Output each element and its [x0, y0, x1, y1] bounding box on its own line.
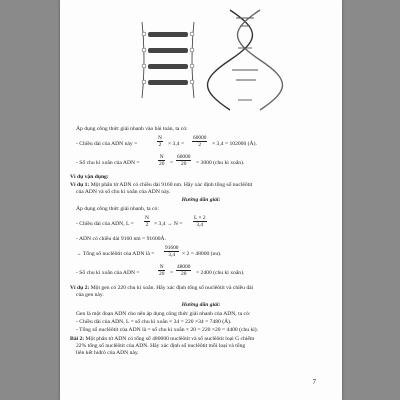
exercise-2-line-2: 22% tổng số nuclêôtit của ADN. Hãy xác định số nuclêôtit mỗi loại và tổng — [76, 343, 246, 349]
exercise-2-text: Một phân tử ADN có tổng số 480000 nuclêôtit và số nuclêôtit loại G chiếm — [85, 336, 255, 342]
length-formula-prefix: - Chiều dài của ADN này = — [76, 141, 138, 147]
fraction-numerator: N — [158, 135, 162, 141]
example-1-solution-line-3: - ADN có chiều dài 9160 nm = 91600Å. — [76, 236, 166, 242]
solution-heading-1: Hướng dẫn giải: — [181, 197, 221, 203]
double-helix-diagram — [208, 10, 283, 110]
cycles-formula-prefix: - Số chu kì xoắn của ADN = — [76, 160, 140, 166]
dna-ladder-diagram — [142, 22, 194, 98]
example-1-solution-line-1: Áp dụng công thức giải nhanh, ta có: — [76, 206, 159, 212]
example-1-length-mid: × 3,4 → N = — [154, 221, 183, 227]
apply-formula-line: Áp dụng công thức giải nhanh vào bài toán, ta có: — [76, 126, 188, 132]
cycles-result: = 3000 (chu kì xoắn). — [196, 160, 245, 166]
fraction-n-over-20-b — [158, 264, 165, 277]
fraction-n-over-2-b — [144, 215, 150, 228]
fraction-n-over-2 — [157, 135, 163, 148]
fraction-60000-over-2 — [192, 135, 207, 148]
example-1-total-result: × 2 = 48000 (nu). — [182, 251, 222, 257]
example-2-label: Ví dụ 2: — [70, 285, 90, 291]
fraction-numerator: 91600 — [165, 245, 179, 251]
fraction-lx2-over-34 — [193, 215, 207, 228]
exercise-2-line-1 — [70, 336, 254, 343]
example-2-line-1 — [70, 285, 253, 292]
example-1-line-1 — [70, 182, 252, 189]
fraction-numerator: 48000 — [177, 264, 191, 270]
book-page — [60, 0, 342, 400]
examples-heading: Ví dụ vận dụng: — [70, 174, 109, 180]
exercise-2-label: Bài 2: — [70, 336, 85, 342]
fraction-denominator: 20 — [159, 161, 165, 167]
length-result: × 3,4 = 102000 (Å). — [212, 141, 257, 147]
fraction-denominator: 3,4 — [196, 222, 204, 228]
fraction-numerator: N — [145, 215, 149, 221]
page-number: 7 — [312, 378, 316, 386]
example-1-length-prefix: - Chiều dài của ADN, L = — [76, 221, 134, 227]
exercise-2-line-3: liên kết hiđrô của ADN này. — [76, 350, 139, 356]
solution-heading-2: Hướng dẫn giải: — [181, 302, 221, 308]
fraction-denominator: 20 — [181, 161, 187, 167]
fraction-91600-over-34 — [164, 245, 179, 258]
example-1-cycles-result: = 2400 (chu kì xoắn). — [196, 270, 245, 276]
example-1-total-prefix: → Tổng số nuclêôtit của ADN là = — [76, 251, 155, 257]
example-2-solution-line-2: - Chiều dài của ADN, L = số chu kì xoắn × 34 = 220 ×34 = 7480 (Å). — [76, 319, 232, 325]
equals-sign: = — [170, 160, 174, 166]
fraction-denominator: 20 — [159, 271, 165, 277]
example-2-line-2: của gen này. — [76, 292, 104, 298]
example-1-line-2: của ADN và số chu kì xoắn của ADN này. — [76, 189, 171, 195]
example-1-cycles-prefix: - Số chu kì xoắn của ADN = — [76, 270, 140, 276]
fraction-numerator: N — [159, 154, 164, 160]
equals-sign-2: = — [170, 270, 174, 276]
fraction-numerator: 60000 — [177, 154, 191, 160]
example-1-text: Một phân tử ADN có chiều dài 9160 nm. Hãy xác định tổng số nuclêôtit — [90, 182, 253, 188]
fraction-denominator: 3,4 — [168, 252, 176, 258]
fraction-48000-over-20 — [176, 264, 191, 277]
fraction-denominator: 2 — [145, 222, 149, 228]
fraction-denominator: 2 — [158, 142, 162, 148]
fraction-numerator: 60000 — [193, 135, 207, 141]
example-2-solution-line-3: - Tổng số nuclêôtit của ADN là = số chu kì xoắn × 20 = 220 ×20 = 4400 (chu kì). — [76, 327, 259, 333]
fraction-denominator: 20 — [181, 271, 187, 277]
fraction-denominator: 2 — [198, 142, 202, 148]
example-2-solution-line-1: Gen là một đoạn ADN cho nên áp dụng công thức giải nhanh của ADN, ta có: — [76, 311, 251, 317]
fraction-numerator: N — [159, 264, 164, 270]
length-times: × 3,4 = — [168, 141, 185, 147]
fraction-n-over-20 — [158, 154, 165, 167]
dna-structure-figure — [60, 0, 342, 118]
fraction-numerator: L × 2 — [194, 215, 206, 221]
fraction-60000-over-20 — [176, 154, 191, 167]
example-1-label: Ví dụ 1: — [70, 182, 90, 188]
example-2-text: Một gen có 220 chu kì xoắn. Hãy xác định tổng số nuclêôtit và chiều dài — [90, 285, 254, 291]
